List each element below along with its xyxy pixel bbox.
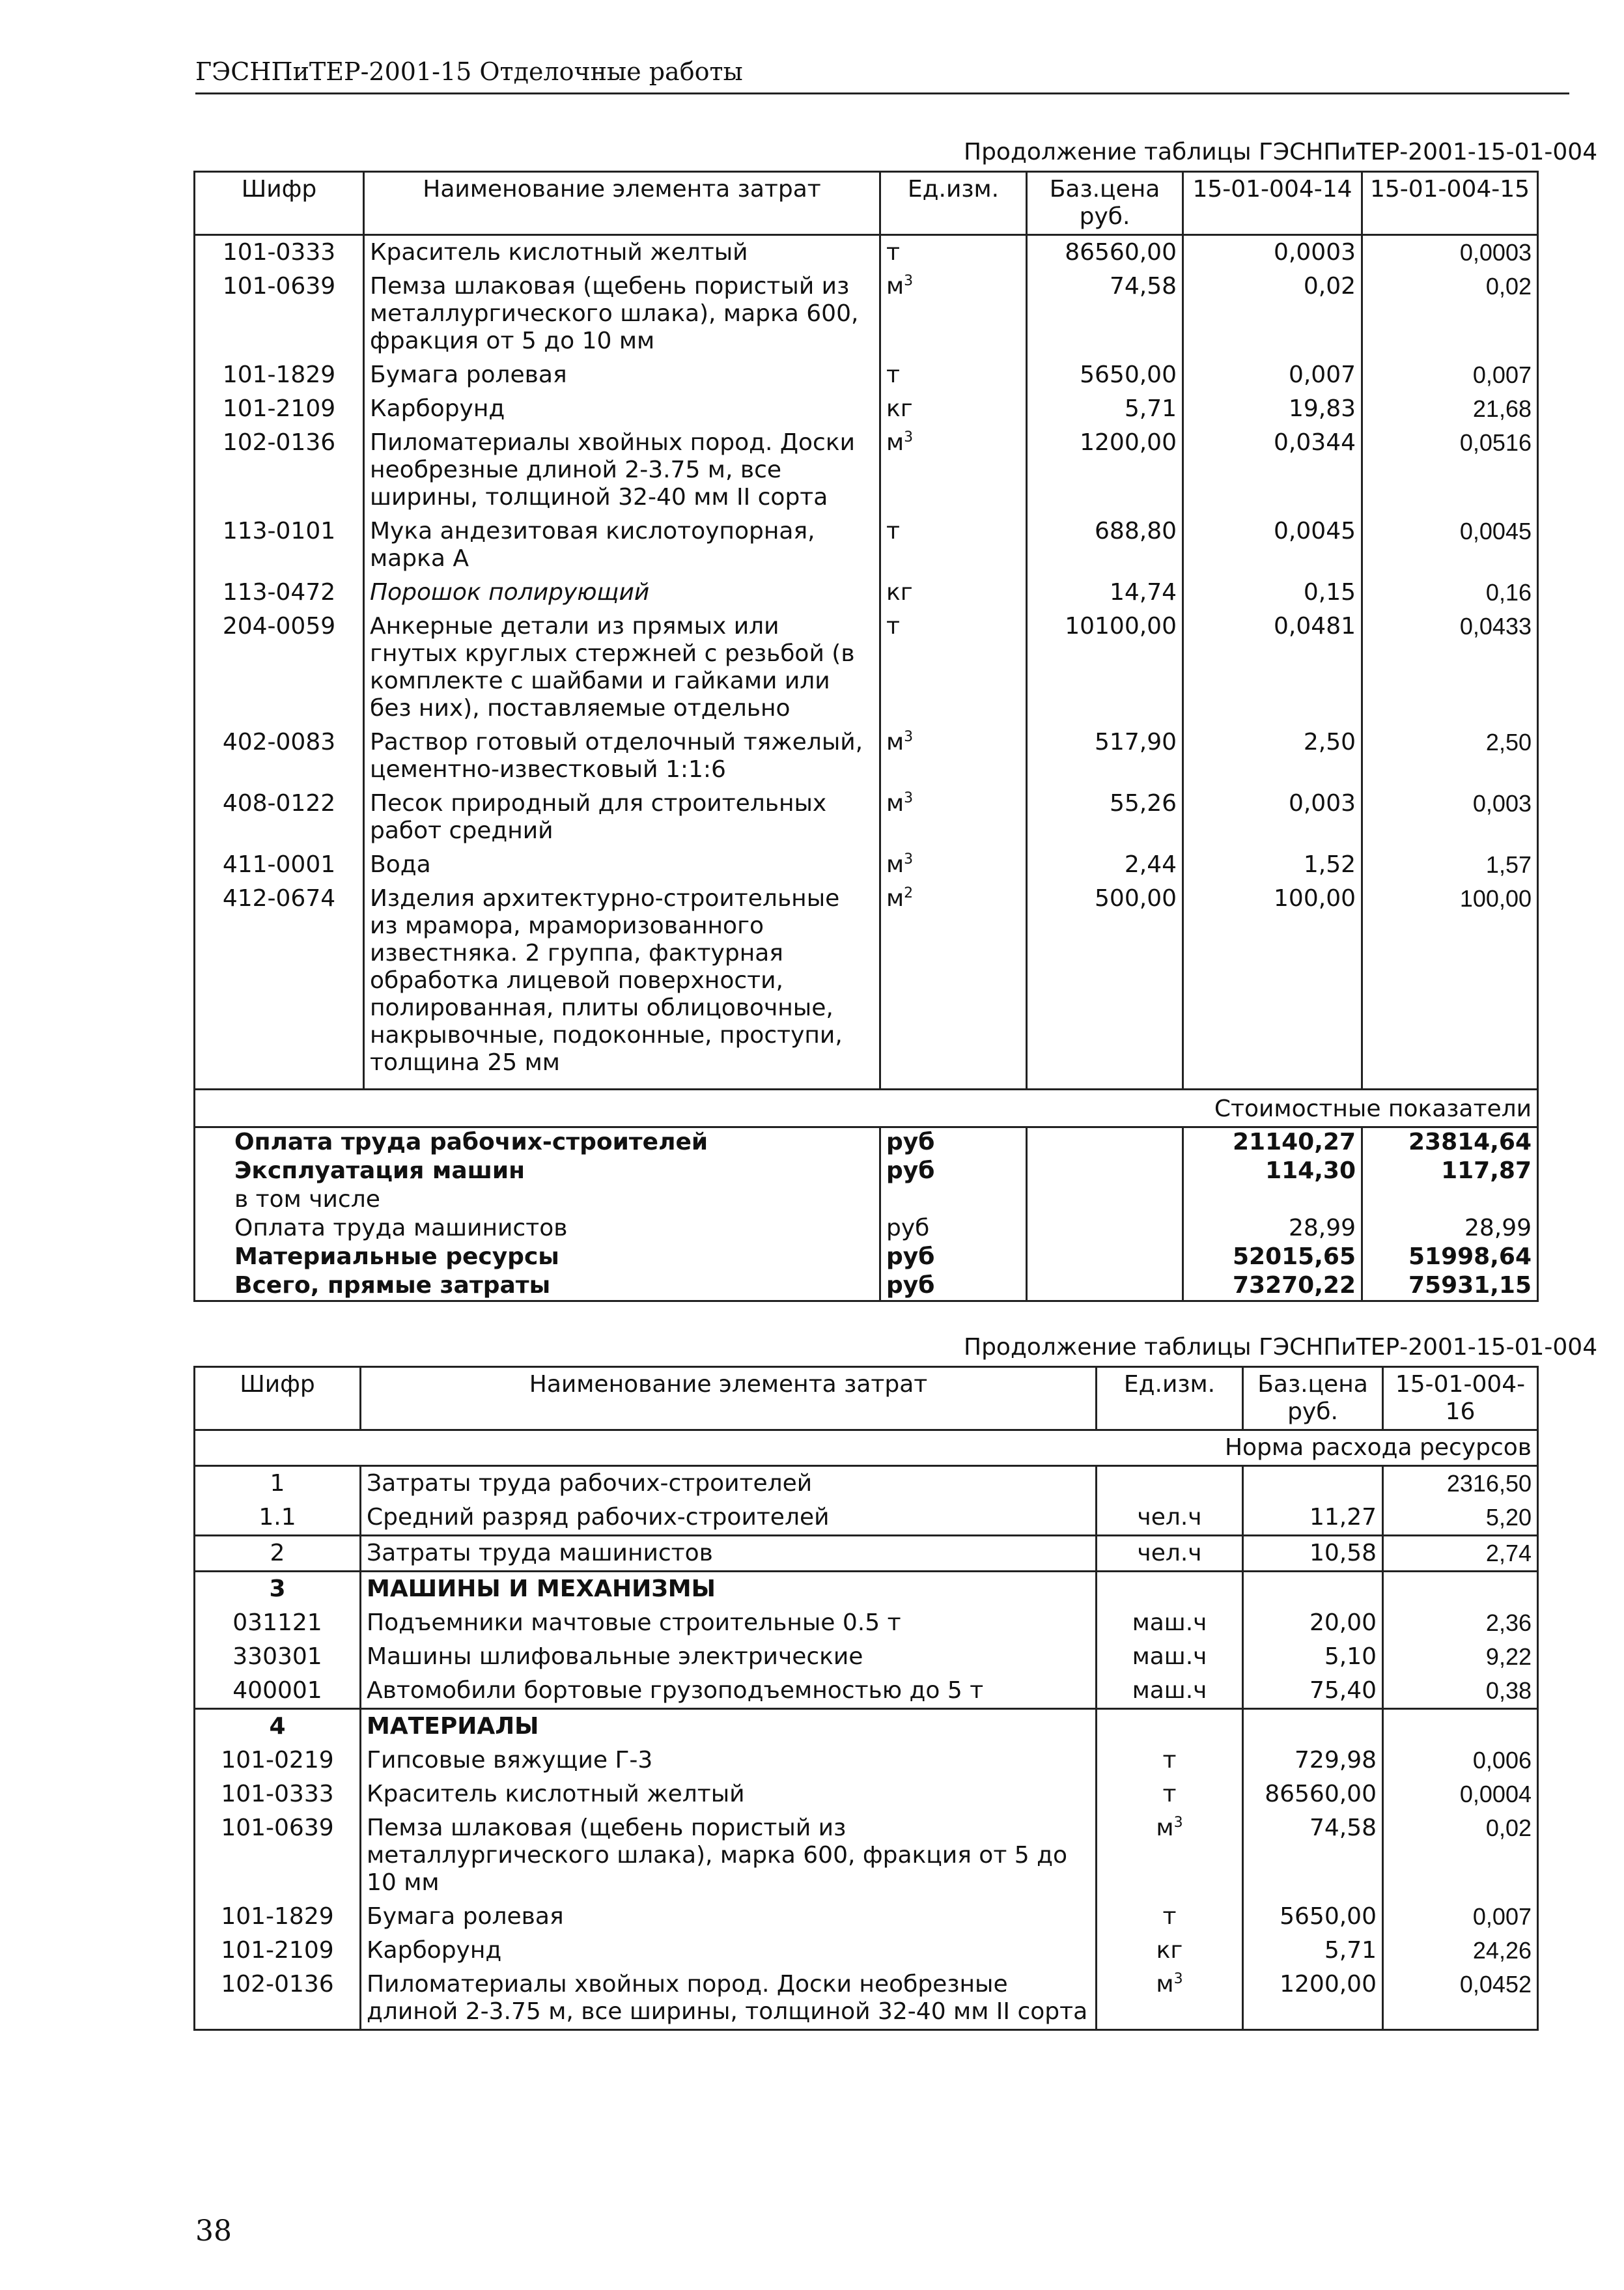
cost-label: Всего, прямые затраты	[195, 1271, 880, 1301]
cost-label: Эксплуатация машин	[195, 1157, 880, 1185]
cost-label: в том числе	[195, 1185, 880, 1214]
col-header-norm-14: 15-01-004-14	[1183, 172, 1362, 235]
unit-exponent: 3	[1173, 1971, 1183, 1987]
code-cell: 408-0122	[195, 787, 364, 848]
name-cell: Автомобили бортовые грузоподъемностью до 5 т	[361, 1674, 1097, 1709]
norm-16-cell: 2,36	[1383, 1606, 1538, 1640]
table-row	[195, 1968, 1538, 2030]
price-cell: 10100,00	[1027, 610, 1183, 726]
page-number: 38	[195, 2214, 232, 2248]
cost-row	[195, 1271, 1538, 1301]
cost-value-15: 28,99	[1362, 1214, 1538, 1243]
table-row	[195, 1744, 1538, 1777]
code-cell: 113-0472	[195, 576, 364, 610]
price-cell: 5650,00	[1027, 358, 1183, 392]
unit-exponent: 3	[904, 790, 914, 806]
code-cell: 101-1829	[195, 1900, 361, 1934]
code-cell: 102-0136	[195, 1968, 361, 2030]
table-row	[195, 358, 1538, 392]
norm-15-cell: 0,003	[1362, 787, 1538, 848]
norm-16-cell: 9,22	[1383, 1640, 1538, 1674]
code-cell: 101-0219	[195, 1744, 361, 1777]
norm-16-cell: 5,20	[1383, 1501, 1538, 1536]
cost-unit: руб	[880, 1127, 1027, 1157]
name-cell: Мука андезитовая кислотоупорная, марка А	[364, 515, 880, 576]
unit-cell	[880, 882, 1027, 1090]
unit-text: т	[886, 518, 900, 544]
unit-cell	[1097, 1674, 1243, 1709]
cost-unit: руб	[880, 1214, 1027, 1243]
norm-14-cell: 0,0045	[1183, 515, 1362, 576]
unit-text: м	[1156, 1971, 1174, 1998]
code-cell: 412-0674	[195, 882, 364, 1090]
table-row	[195, 1934, 1538, 1968]
code-cell: 101-2109	[195, 1934, 361, 1968]
norm-14-cell: 0,0481	[1183, 610, 1362, 726]
code-cell: 113-0101	[195, 515, 364, 576]
unit-cell	[880, 426, 1027, 515]
price-cell: 86560,00	[1243, 1777, 1383, 1811]
table-row	[195, 726, 1538, 787]
cost-label: Оплата труда машинистов	[195, 1214, 880, 1243]
norm-15-cell: 21,68	[1362, 392, 1538, 426]
unit-text: м	[886, 729, 904, 756]
cost-empty	[1027, 1271, 1183, 1301]
unit-text: т	[886, 239, 900, 266]
norm-15-cell: 0,0516	[1362, 426, 1538, 515]
norm-15-cell: 100,00	[1362, 882, 1538, 1090]
table-row	[195, 848, 1538, 882]
price-cell: 75,40	[1243, 1674, 1383, 1709]
name-cell: МАТЕРИАЛЫ	[361, 1709, 1097, 1744]
norm-16-cell: 2,74	[1383, 1536, 1538, 1572]
price-cell: 20,00	[1243, 1606, 1383, 1640]
cost-empty	[1027, 1157, 1183, 1185]
col-header-code: Шифр	[195, 172, 364, 235]
price-cell: 2,44	[1027, 848, 1183, 882]
unit-exponent: 3	[904, 273, 914, 289]
norm-15-cell: 0,0045	[1362, 515, 1538, 576]
unit-cell	[1097, 1744, 1243, 1777]
cost-value-15: 75931,15	[1362, 1271, 1538, 1301]
unit-cell	[1097, 1934, 1243, 1968]
code-cell: 330301	[195, 1640, 361, 1674]
unit-text: т	[886, 613, 900, 640]
unit-cell	[880, 392, 1027, 426]
code-cell: 4	[195, 1709, 361, 1744]
norm-16-cell	[1383, 1709, 1538, 1744]
unit-exponent: 3	[904, 429, 914, 445]
unit-cell	[880, 576, 1027, 610]
cost-empty	[1027, 1243, 1183, 1271]
cost-value-14: 21140,27	[1183, 1127, 1362, 1157]
cost-value-15: 117,87	[1362, 1157, 1538, 1185]
table-row	[195, 1466, 1538, 1501]
unit-cell	[880, 235, 1027, 270]
cost-title-row	[195, 1090, 1538, 1127]
code-cell: 3	[195, 1572, 361, 1607]
table-row	[195, 515, 1538, 576]
name-cell: Средний разряд рабочих-строителей	[361, 1501, 1097, 1536]
table-row	[195, 882, 1538, 1090]
running-header: ГЭСНПиТЕР-2001-15 Отделочные работы	[195, 57, 1569, 94]
unit-text: кг	[1156, 1937, 1183, 1964]
norm-16-cell: 0,006	[1383, 1744, 1538, 1777]
table1-caption: Продолжение таблицы ГЭСНПиТЕР-2001-15-01-004	[964, 139, 1598, 165]
price-cell: 688,80	[1027, 515, 1183, 576]
cost-value-14: 28,99	[1183, 1214, 1362, 1243]
unit-text: м	[1156, 1815, 1174, 1841]
unit-cell	[1097, 1572, 1243, 1607]
unit-cell	[1097, 1640, 1243, 1674]
table-row	[195, 235, 1538, 270]
name-cell: Карборунд	[361, 1934, 1097, 1968]
cost-title: Стоимостные показатели	[195, 1090, 1538, 1127]
unit-text: чел.ч	[1137, 1504, 1202, 1531]
price-cell: 14,74	[1027, 576, 1183, 610]
unit-text: м	[886, 273, 904, 300]
norm-14-cell: 19,83	[1183, 392, 1362, 426]
table-row	[195, 1900, 1538, 1934]
code-cell: 402-0083	[195, 726, 364, 787]
cost-empty	[1027, 1214, 1183, 1243]
table-row	[195, 1501, 1538, 1536]
unit-text: кг	[886, 395, 913, 422]
name-cell: Вода	[364, 848, 880, 882]
price-cell: 5650,00	[1243, 1900, 1383, 1934]
name-cell: Пиломатериалы хвойных пород. Доски необрезные длиной 2-3.75 м, все ширины, толщиной 32-40 мм II сорта	[364, 426, 880, 515]
norm-15-cell: 0,0433	[1362, 610, 1538, 726]
cost-row	[195, 1185, 1538, 1214]
table1-header-row	[195, 172, 1538, 235]
unit-text: кг	[886, 579, 913, 606]
price-cell: 1200,00	[1027, 426, 1183, 515]
col-header-norm-16: 15-01-004-16	[1383, 1367, 1538, 1430]
price-cell: 55,26	[1027, 787, 1183, 848]
name-cell: Бумага ролевая	[364, 358, 880, 392]
table2-caption: Продолжение таблицы ГЭСНПиТЕР-2001-15-01-004	[964, 1334, 1598, 1361]
unit-cell	[1097, 1811, 1243, 1900]
price-cell: 86560,00	[1027, 235, 1183, 270]
cost-label: Оплата труда рабочих-строителей	[195, 1127, 880, 1157]
code-cell: 411-0001	[195, 848, 364, 882]
unit-exponent: 3	[904, 729, 914, 745]
price-cell: 10,58	[1243, 1536, 1383, 1572]
name-cell: Машины шлифовальные электрические	[361, 1640, 1097, 1674]
norm-14-cell: 0,0344	[1183, 426, 1362, 515]
table-row	[195, 426, 1538, 515]
unit-cell	[1097, 1536, 1243, 1572]
table-row	[195, 1811, 1538, 1900]
unit-exponent: 2	[904, 885, 914, 901]
code-cell: 400001	[195, 1674, 361, 1709]
table-row	[195, 610, 1538, 726]
section-row	[195, 1709, 1538, 1744]
norm-14-cell: 100,00	[1183, 882, 1362, 1090]
cost-empty	[1027, 1127, 1183, 1157]
price-cell: 1200,00	[1243, 1968, 1383, 2030]
code-cell: 1.1	[195, 1501, 361, 1536]
code-cell: 101-2109	[195, 392, 364, 426]
price-cell	[1243, 1466, 1383, 1501]
cost-unit: руб	[880, 1157, 1027, 1185]
name-cell: Пемза шлаковая (щебень пористый из металлургического шлака), марка 600, фракция от 5 до 10 мм	[364, 270, 880, 358]
name-cell: Бумага ролевая	[361, 1900, 1097, 1934]
norm-title-row	[195, 1430, 1538, 1466]
price-cell	[1243, 1709, 1383, 1744]
norm-16-cell: 0,38	[1383, 1674, 1538, 1709]
unit-text: м	[886, 885, 904, 912]
table2-header-row	[195, 1367, 1538, 1430]
table-row	[195, 1640, 1538, 1674]
price-cell: 74,58	[1243, 1811, 1383, 1900]
table-row	[195, 576, 1538, 610]
name-cell: Раствор готовый отделочный тяжелый, цементно-известковый 1:1:6	[364, 726, 880, 787]
name-cell: Карборунд	[364, 392, 880, 426]
code-cell: 031121	[195, 1606, 361, 1640]
norm-14-cell: 2,50	[1183, 726, 1362, 787]
table-row	[195, 787, 1538, 848]
table-row	[195, 1777, 1538, 1811]
cost-row	[195, 1157, 1538, 1185]
norm-15-cell: 0,16	[1362, 576, 1538, 610]
unit-cell	[880, 515, 1027, 576]
table-row	[195, 1674, 1538, 1709]
price-cell: 74,58	[1027, 270, 1183, 358]
unit-exponent: 3	[1173, 1815, 1183, 1831]
section-row	[195, 1572, 1538, 1607]
unit-text: маш.ч	[1132, 1609, 1207, 1636]
col-header-price: Баз.цена руб.	[1243, 1367, 1383, 1430]
code-cell: 101-0639	[195, 270, 364, 358]
cost-value-15: 23814,64	[1362, 1127, 1538, 1157]
cost-empty	[1027, 1185, 1183, 1214]
norm-14-cell: 0,0003	[1183, 235, 1362, 270]
unit-exponent: 3	[904, 851, 914, 868]
resource-table-2	[193, 1366, 1539, 2031]
code-cell: 2	[195, 1536, 361, 1572]
unit-cell	[1097, 1501, 1243, 1536]
unit-text: м	[886, 851, 904, 878]
cost-row	[195, 1243, 1538, 1271]
cost-value-14: 52015,65	[1183, 1243, 1362, 1271]
unit-text: т	[1162, 1903, 1177, 1930]
norm-14-cell: 0,007	[1183, 358, 1362, 392]
cost-row	[195, 1214, 1538, 1243]
norm-14-cell: 1,52	[1183, 848, 1362, 882]
unit-text: т	[1162, 1747, 1177, 1774]
unit-cell	[1097, 1900, 1243, 1934]
norm-15-cell: 0,0003	[1362, 235, 1538, 270]
unit-cell	[1097, 1777, 1243, 1811]
unit-text: т	[1162, 1781, 1177, 1807]
norm-16-cell: 24,26	[1383, 1934, 1538, 1968]
cost-unit: руб	[880, 1271, 1027, 1301]
unit-text: маш.ч	[1132, 1677, 1207, 1704]
norm-15-cell: 1,57	[1362, 848, 1538, 882]
name-cell: Краситель кислотный желтый	[361, 1777, 1097, 1811]
norm-15-cell: 0,02	[1362, 270, 1538, 358]
name-cell: Краситель кислотный желтый	[364, 235, 880, 270]
cost-unit	[880, 1185, 1027, 1214]
unit-cell	[880, 610, 1027, 726]
norm-15-cell: 2,50	[1362, 726, 1538, 787]
cost-unit: руб	[880, 1243, 1027, 1271]
norm-14-cell: 0,02	[1183, 270, 1362, 358]
code-cell: 1	[195, 1466, 361, 1501]
name-cell: МАШИНЫ И МЕХАНИЗМЫ	[361, 1572, 1097, 1607]
norm-16-cell	[1383, 1572, 1538, 1607]
unit-text: м	[886, 429, 904, 456]
code-cell: 101-1829	[195, 358, 364, 392]
unit-cell	[880, 270, 1027, 358]
price-cell: 517,90	[1027, 726, 1183, 787]
name-cell: Затраты труда машинистов	[361, 1536, 1097, 1572]
code-cell: 101-0639	[195, 1811, 361, 1900]
col-header-price: Баз.цена руб.	[1027, 172, 1183, 235]
col-header-norm-15: 15-01-004-15	[1362, 172, 1538, 235]
norm-16-cell: 0,0004	[1383, 1777, 1538, 1811]
price-cell: 5,71	[1027, 392, 1183, 426]
cost-value-14: 73270,22	[1183, 1271, 1362, 1301]
col-header-name: Наименование элемента затрат	[364, 172, 880, 235]
name-cell: Изделия архитектурно-строительные из мрамора, мраморизованного известняка. 2 группа, фактурная обработка лицевой поверхности, полированная, плиты облицовочные, накрывочные, подоконные, проступи, толщина 25 мм	[364, 882, 880, 1090]
price-cell	[1243, 1572, 1383, 1607]
name-cell: Песок природный для строительных работ средний	[364, 787, 880, 848]
norm-16-cell: 0,02	[1383, 1811, 1538, 1900]
price-cell: 729,98	[1243, 1744, 1383, 1777]
unit-cell	[880, 726, 1027, 787]
code-cell: 101-0333	[195, 235, 364, 270]
norm-16-cell: 0,0452	[1383, 1968, 1538, 2030]
col-header-unit: Ед.изм.	[880, 172, 1027, 235]
code-cell: 204-0059	[195, 610, 364, 726]
table-row	[195, 270, 1538, 358]
name-cell: Пиломатериалы хвойных пород. Доски необрезные длиной 2-3.75 м, все ширины, толщиной 32-40 мм II сорта	[361, 1968, 1097, 2030]
name-cell: Анкерные детали из прямых или гнутых круглых стержней с резьбой (в комплекте с шайбами и гайками или без них), поставляемые отдельно	[364, 610, 880, 726]
price-cell: 5,10	[1243, 1640, 1383, 1674]
unit-cell	[1097, 1466, 1243, 1501]
unit-text: м	[886, 790, 904, 817]
unit-cell	[1097, 1709, 1243, 1744]
cost-label: Материальные ресурсы	[195, 1243, 880, 1271]
norm-14-cell: 0,15	[1183, 576, 1362, 610]
cost-value-15: 51998,64	[1362, 1243, 1538, 1271]
cost-value-15	[1362, 1185, 1538, 1214]
unit-cell	[1097, 1606, 1243, 1640]
unit-text: маш.ч	[1132, 1643, 1207, 1670]
code-cell: 102-0136	[195, 426, 364, 515]
norm-15-cell: 0,007	[1362, 358, 1538, 392]
cost-row	[195, 1127, 1538, 1157]
table-row	[195, 392, 1538, 426]
name-cell: Пемза шлаковая (щебень пористый из металлургического шлака), марка 600, фракция от 5 до 10 мм	[361, 1811, 1097, 1900]
unit-cell	[1097, 1968, 1243, 2030]
price-cell: 500,00	[1027, 882, 1183, 1090]
norm-title: Норма расхода ресурсов	[195, 1430, 1538, 1466]
table-row	[195, 1536, 1538, 1572]
norm-16-cell: 0,007	[1383, 1900, 1538, 1934]
unit-cell	[880, 358, 1027, 392]
col-header-name: Наименование элемента затрат	[361, 1367, 1097, 1430]
col-header-unit: Ед.изм.	[1097, 1367, 1243, 1430]
unit-cell	[880, 848, 1027, 882]
unit-text: т	[886, 361, 900, 388]
name-cell: Подъемники мачтовые строительные 0.5 т	[361, 1606, 1097, 1640]
unit-text: чел.ч	[1137, 1540, 1202, 1566]
cost-value-14	[1183, 1185, 1362, 1214]
cost-value-14: 114,30	[1183, 1157, 1362, 1185]
code-cell: 101-0333	[195, 1777, 361, 1811]
norm-14-cell: 0,003	[1183, 787, 1362, 848]
col-header-code: Шифр	[195, 1367, 361, 1430]
resource-table-1	[193, 171, 1539, 1302]
name-cell: Порошок полирующий	[364, 576, 880, 610]
price-cell: 5,71	[1243, 1934, 1383, 1968]
unit-cell	[880, 787, 1027, 848]
norm-16-cell: 2316,50	[1383, 1466, 1538, 1501]
name-cell: Затраты труда рабочих-строителей	[361, 1466, 1097, 1501]
price-cell: 11,27	[1243, 1501, 1383, 1536]
name-cell: Гипсовые вяжущие Г-3	[361, 1744, 1097, 1777]
table-row	[195, 1606, 1538, 1640]
